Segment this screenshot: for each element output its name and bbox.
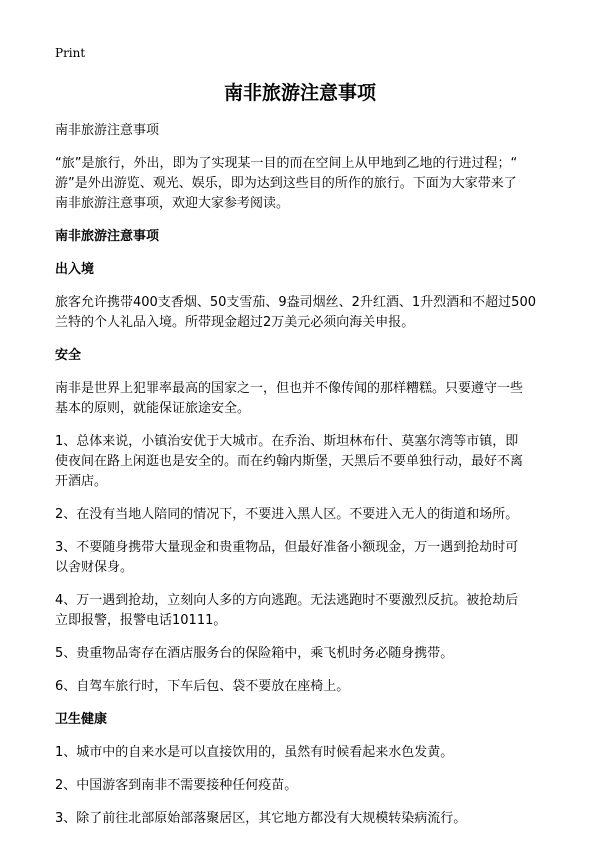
safety-item-6: 6、自驾车旅行时，下车后包、袋不要放在座椅上。 [55,679,350,694]
entry-paragraph: 旅客允许携带400支香烟、50支雪茄、9盎司烟丝、2升红酒、1升烈酒和不超过500 兰特的个人礼品入境。所带现金超过2万美元必须向海关申报。 [55,295,536,330]
safety-item-4: 4、万一遇到抢劫，立刻向人多的方向逃跑。无法逃跑时不要激烈反抗。被抢劫后 立即报警，报警电话10111。 [55,593,519,628]
page-title: 南非旅游注意事项 [223,82,376,104]
safety-item-2: 2、在没有当地人陪同的情况下，不要进入黑人区。不要进入无人的街道和场所。 [55,507,519,522]
safety-heading: 安全 [55,348,82,363]
health-item-2: 2、中国游客到南非不需要接种任何疫苗。 [55,778,298,793]
article-body [55,121,545,842]
safety-item-1: 1、总体来说，小镇治安优于大城市。在乔治、斯坦林布什、莫塞尔湾等市镇，即 使夜间在路上闲逛也是安全的。而在约翰内斯堡，天黑后不要单独行动，最好不离 开酒店。 [55,434,524,489]
health-item-3: 3、除了前往北部原始部落聚居区，其它地方都没有大规模转染病流行。 [55,811,467,826]
print-link[interactable]: Print [55,46,86,60]
intro-paragraph: “旅”是旅行，外出，即为了实现某一目的而在空间上从甲地到乙地的行进过程；“ 游”是外出游览、观光、娱乐，即为达到这些目的所作的旅行。下面为大家带来了 南非旅游注意事项，欢迎大家参考阅读。 [55,156,518,211]
section-heading: 南非旅游注意事项 [55,229,160,244]
safety-intro: 南非是世界上犯罪率最高的国家之一，但也并不像传闻的那样糟糕。只要遵守一些 基本的原则，就能保证旅途安全。 [55,381,524,416]
safety-item-5: 5、贵重物品寄存在酒店服务台的保险箱中，乘飞机时务必随身携带。 [55,646,454,661]
article-subtitle: 南非旅游注意事项 [55,123,160,138]
entry-heading: 出入境 [55,262,95,277]
safety-item-3: 3、不要随身携带大量现金和贵重物品，但最好准备小额现金，万一遇到抢劫时可 以舍财保身。 [55,540,519,575]
health-item-1: 1、城市中的自来水是可以直接饮用的，虽然有时候看起来水色发黄。 [55,745,454,760]
health-heading: 卫生健康 [55,712,108,727]
